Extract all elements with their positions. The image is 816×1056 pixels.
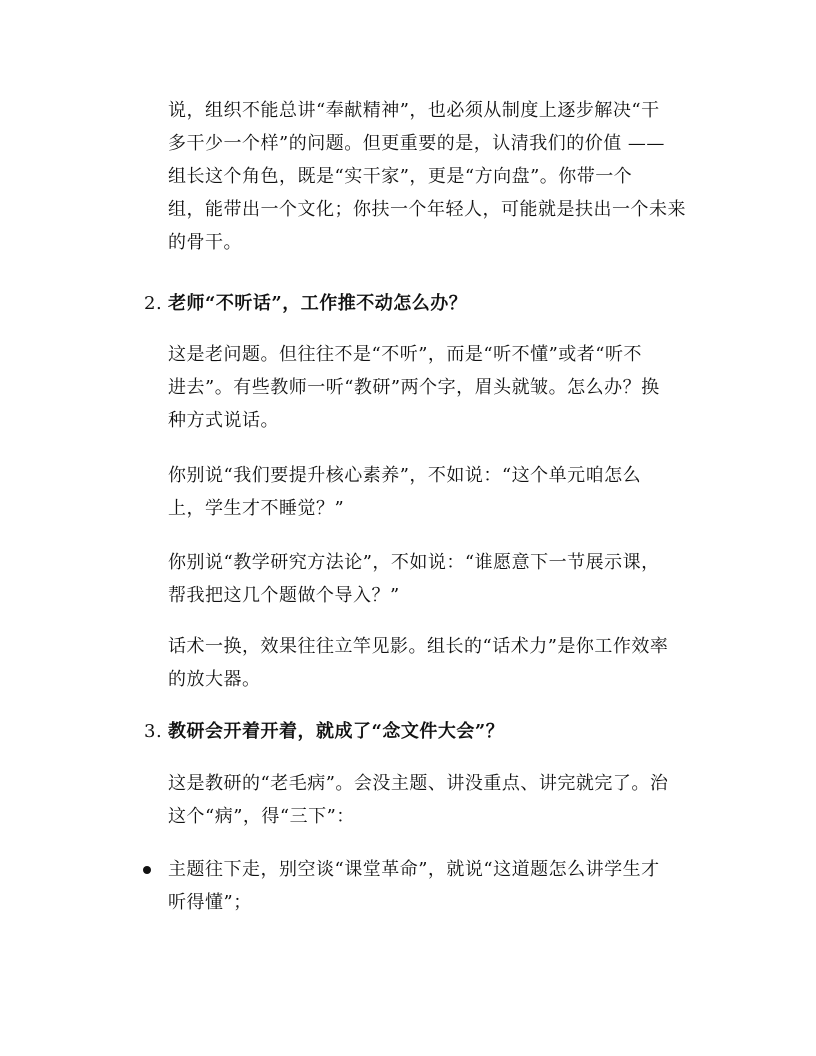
section-title: 老师“不听话”，工作推不动怎么办？ xyxy=(168,293,468,314)
bullet-item xyxy=(168,853,693,919)
section-3-heading xyxy=(144,715,704,748)
section-2-paragraph-3 xyxy=(168,546,693,612)
section-2-paragraph-4 xyxy=(168,630,693,696)
text-line: 说，组织不能总讲“奉献精神”，也必须从制度上逐步解决“干 xyxy=(168,100,660,121)
text-line: 组，能带出一个文化；你扶一个年轻人，可能就是扶出一个未来 xyxy=(168,199,686,220)
text-line: 组长这个角色，既是“实干家”，更是“方向盘”。你带一个 xyxy=(168,166,633,187)
section-3-paragraph-1 xyxy=(168,767,693,833)
section-title: 教研会开着开着，就成了“念文件大会”？ xyxy=(168,721,505,742)
text-line: 的骨干。 xyxy=(168,232,242,253)
text-line: 话术一换，效果往往立竿见影。组长的“话术力”是你工作效率 xyxy=(168,636,669,657)
text-line: 这是老问题。但往往不是“不听”，而是“听不懂”或者“听不 xyxy=(168,344,643,365)
text-line: 这是教研的“老毛病”。会没主题、讲没重点、讲完就完了。治 xyxy=(168,773,669,794)
section-2-paragraph-2 xyxy=(168,459,693,525)
text-line: 种方式说话。 xyxy=(168,410,279,431)
text-line: 帮我把这几个题做个导入？” xyxy=(168,585,400,606)
section-2-heading xyxy=(144,287,704,320)
section-2-paragraph-1 xyxy=(168,338,693,437)
text-line: 上，学生才不睡觉？” xyxy=(168,498,345,519)
text-line: 这个“病”，得“三下”： xyxy=(168,806,355,827)
bullet-icon xyxy=(143,866,151,874)
text-line: 主题往下走，别空谈“课堂革命”，就说“这道题怎么讲学生才 xyxy=(168,859,660,880)
text-line: 的放大器。 xyxy=(168,669,261,690)
intro-paragraph xyxy=(168,94,693,259)
section-number: 2. xyxy=(144,293,163,314)
text-line: 你别说“教学研究方法论”，不如说：“谁愿意下一节展示课， xyxy=(168,552,660,573)
text-line: 进去”。有些教师一听“教研”两个字，眉头就皱。怎么办？换 xyxy=(168,377,660,398)
section-number: 3. xyxy=(144,721,163,742)
text-line: 你别说“我们要提升核心素养”，不如说：“这个单元咱怎么 xyxy=(168,465,642,486)
text-line: 多干少一个样”的问题。但更重要的是，认清我们的价值 —— xyxy=(168,133,665,154)
text-line: 听得懂”； xyxy=(168,892,252,913)
